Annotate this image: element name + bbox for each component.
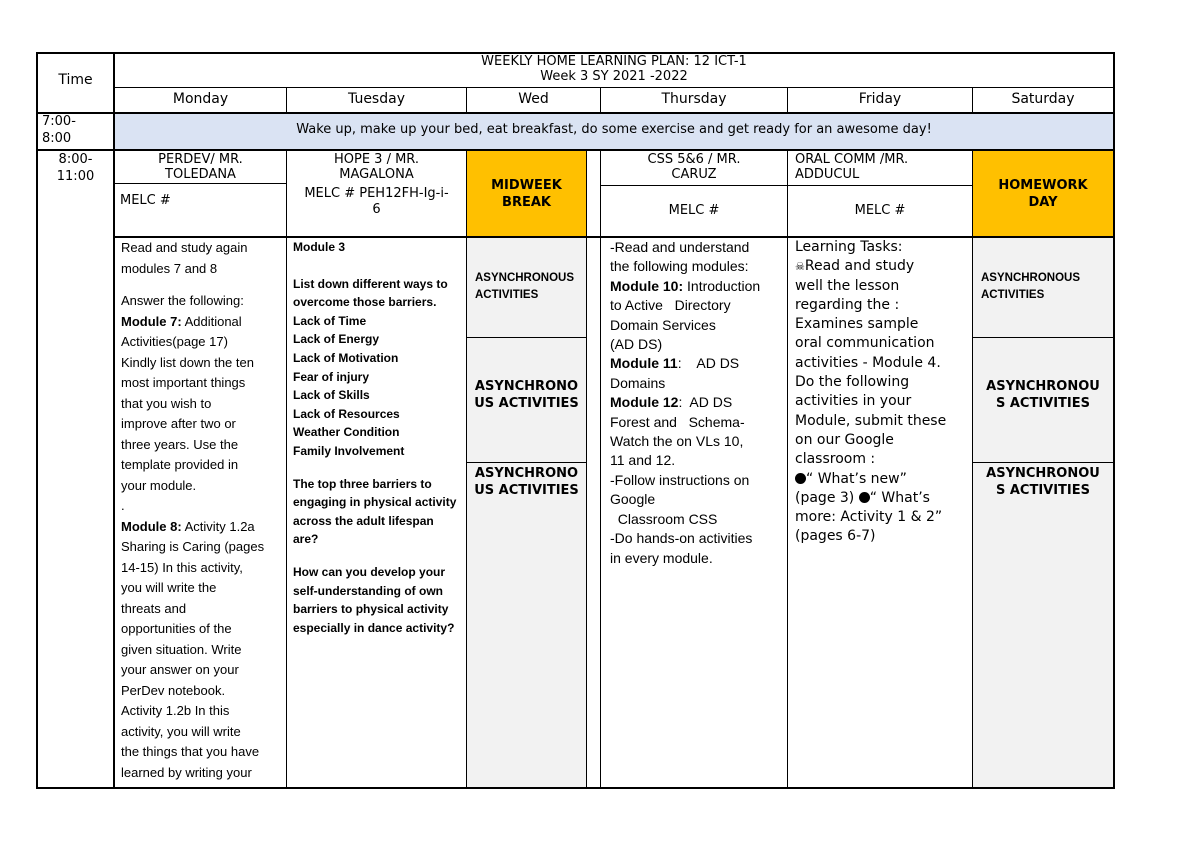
tuesday-question-1: The top three barriers to engaging in physical activity across the adult lifespan are? xyxy=(293,476,457,547)
thursday-module11-text: : AD DS Domains xyxy=(610,355,740,391)
wed-activities-bg xyxy=(467,238,586,787)
wake-up-message: Wake up, make up your bed, eat breakfast, do some exercise and get ready for an awesome day! xyxy=(296,122,932,137)
wed-async-2: ASYNCHRONO US ACTIVITIES xyxy=(474,379,579,411)
thursday-subject: CSS 5&6 / MR. CARUZ xyxy=(647,152,741,182)
monday-instructions xyxy=(121,238,285,787)
page-subtitle: Week 3 SY 2021 -2022 xyxy=(540,70,688,84)
monday-module8-label: Module 8: xyxy=(121,518,182,534)
sat-async-3: ASYNCHRONOU S ACTIVITIES xyxy=(986,466,1100,498)
tuesday-melc: MELC # PEH12FH-Ig-i- 6 xyxy=(304,186,449,217)
day-wed: Wed xyxy=(518,91,549,107)
tuesday-question-2: How can you develop your self-understanding of own barriers to physical activity especially in dance activity? xyxy=(293,564,455,635)
day-thursday: Thursday xyxy=(661,91,727,107)
sat-activities-bg xyxy=(973,238,1113,787)
thursday-module10-label: Module 10: xyxy=(610,277,684,294)
monday-module7-text: Additional Activities(page 17) Kindly list down the ten most important things that you wish to improve after two or three years. Use the template provided in your module. . xyxy=(121,313,254,513)
day-friday: Friday xyxy=(858,91,902,107)
homework-day: HOMEWORK DAY xyxy=(998,178,1088,210)
bullet-icon xyxy=(859,492,870,503)
time-slot-7-8: 7:00- 8:00 xyxy=(42,114,76,146)
monday-melc: MELC # xyxy=(120,193,171,208)
tuesday-instructions xyxy=(293,238,465,787)
friday-whats-more: “ What’s xyxy=(869,489,930,506)
monday-module8-text: Activity 1.2a Sharing is Caring (pages 14-15) In this activity, you will write the threats and opportunities of the given situation. Write your answer on your PerDev notebook. Activity 1.2b In this activity, you will write the things that you have learned by writing your xyxy=(121,518,265,780)
monday-answer-text: Answer the following: xyxy=(121,293,244,308)
day-tuesday: Tuesday xyxy=(348,91,405,107)
book-icon: ☠ xyxy=(795,260,805,274)
sat-async-2: ASYNCHRONOU S ACTIVITIES xyxy=(986,379,1100,411)
thursday-module12-label: Module 12 xyxy=(610,394,679,411)
day-monday: Monday xyxy=(172,91,229,107)
thursday-module11-label: Module 11 xyxy=(610,355,678,372)
thursday-melc: MELC # xyxy=(668,203,720,218)
page-title: WEEKLY HOME LEARNING PLAN: 12 ICT-1 xyxy=(481,55,747,69)
midweek-break: MIDWEEK BREAK xyxy=(491,178,562,210)
sat-async-1: ASYNCHRONOUS ACTIVITIES xyxy=(981,272,1081,301)
wed-async-3: ASYNCHRONO US ACTIVITIES xyxy=(474,466,579,498)
tuesday-subject: HOPE 3 / MR. MAGALONA xyxy=(333,152,420,182)
friday-subject: ORAL COMM /MR. ADDUCUL xyxy=(795,152,909,182)
friday-task-text: Read and study well the lesson regarding the : Examines sample oral communication activities - Module 4. Do the following activities in your Module, submit these on our Google classroom : xyxy=(795,258,947,468)
time-header: Time xyxy=(58,72,93,88)
monday-read-text: Read and study again modules 7 and 8 xyxy=(121,240,248,276)
thursday-instructions xyxy=(610,238,786,787)
friday-instructions xyxy=(795,238,971,787)
day-saturday: Saturday xyxy=(1011,91,1075,107)
tuesday-module: Module 3 xyxy=(293,240,346,254)
friday-activity-text: more: Activity 1 & 2” (pages 6-7) xyxy=(795,509,943,545)
tuesday-barriers-list: List down different ways to overcome those barriers. Lack of Time Lack of Energy Lack of Motivation Fear of injury Lack of Skills Lack of Resources Weather Condition Family Involvement xyxy=(293,276,448,458)
thursday-module12-text: : AD DS Forest and Schema- Watch the on VLs 10, 11 and 12. -Follow instructions on Google Classroom CSS -Do hands-on activities in every module. xyxy=(610,394,753,566)
friday-melc: MELC # xyxy=(854,203,906,218)
thursday-read-text: -Read and understand the following modules: xyxy=(610,239,750,275)
friday-tasks-label: Learning Tasks: xyxy=(795,239,903,255)
friday-page-3: (page 3) xyxy=(795,489,859,506)
monday-module7-label: Module 7: xyxy=(121,313,182,329)
thursday-module10-text: Introduction to Active Directory Domain Services (AD DS) xyxy=(610,277,761,353)
bullet-icon xyxy=(795,473,806,484)
time-slot-8-11: 8:00- 11:00 xyxy=(56,152,95,184)
monday-subject: PERDEV/ MR. TOLEDANA xyxy=(158,152,243,182)
friday-whats-new: “ What’s new” xyxy=(806,470,907,487)
wed-async-1: ASYNCHRONOUS ACTIVITIES xyxy=(475,272,575,301)
